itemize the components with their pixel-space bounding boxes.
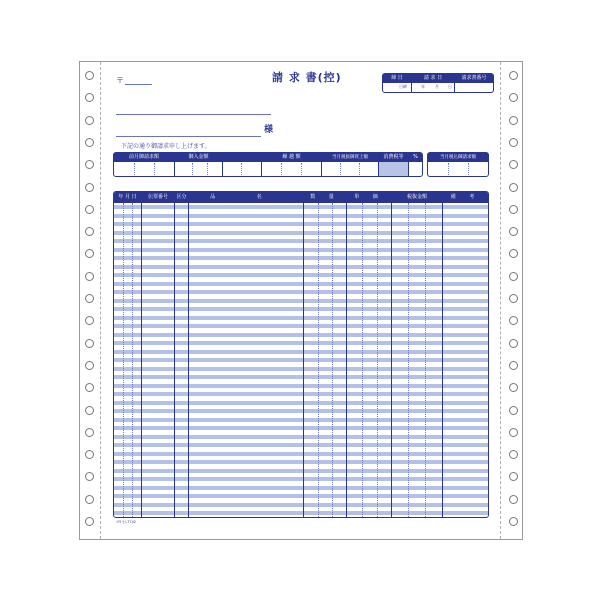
table-row: [114, 282, 488, 286]
feed-hole: [85, 428, 94, 437]
table-row: [114, 248, 488, 252]
table-row: [114, 205, 488, 209]
col-amount-excl-tax-header: 税抜金額: [406, 194, 427, 200]
feed-hole: [509, 227, 518, 236]
table-row: [114, 316, 488, 320]
year-unit: 年: [421, 84, 425, 89]
table-row: [114, 299, 488, 303]
feed-hole: [85, 227, 94, 236]
feed-hole: [509, 71, 518, 80]
total-billing-header: 当月税込御請求額: [428, 153, 488, 162]
feed-hole: [509, 517, 518, 526]
feed-hole: [85, 205, 94, 214]
postal-mark: 〒: [116, 76, 124, 85]
table-row: [114, 435, 488, 439]
invoice-date-header: 請 求 日: [412, 74, 454, 83]
table-row: [114, 265, 488, 269]
invoice-number-header: 請求書番号: [455, 74, 493, 83]
feed-hole: [85, 71, 94, 80]
table-row: [114, 290, 488, 294]
tax-shade: [379, 162, 408, 176]
feed-hole: [509, 138, 518, 147]
recipient-name-line: [116, 136, 261, 137]
table-row: [114, 443, 488, 447]
table-row: [114, 392, 488, 396]
feed-hole: [509, 472, 518, 481]
feed-hole: [85, 272, 94, 281]
feed-hole: [85, 249, 94, 258]
recipient-suffix: 様: [264, 125, 274, 135]
blank-header: [223, 153, 261, 162]
tax-rate-header: %: [409, 153, 422, 162]
col-quantity-header: 数 量: [310, 194, 340, 200]
feed-hole: [509, 272, 518, 281]
table-row: [114, 350, 488, 354]
table-row: [114, 273, 488, 277]
feed-hole: [85, 361, 94, 370]
table-row: [114, 222, 488, 226]
feed-hole: [85, 138, 94, 147]
feed-hole: [509, 450, 518, 459]
previous-amount-header: 前月御請求額: [114, 153, 174, 162]
line-items-table: [113, 191, 489, 518]
col-item-name-header: 品 名: [210, 194, 282, 200]
feed-hole: [509, 316, 518, 325]
table-row: [114, 460, 488, 464]
table-row: [114, 307, 488, 311]
table-row: [114, 426, 488, 430]
total-billing-box: [427, 152, 489, 177]
closing-day-header: 締 日: [383, 74, 411, 83]
invoice-sheet: [79, 61, 523, 540]
table-row: [114, 256, 488, 260]
table-row: [114, 324, 488, 328]
table-header: [114, 192, 488, 203]
right-feed-holes: [504, 62, 522, 539]
feed-hole: [85, 93, 94, 102]
col-date-header: 年 月 日: [118, 194, 137, 200]
right-perforation: [500, 62, 501, 539]
table-row: [114, 409, 488, 413]
feed-hole: [85, 339, 94, 348]
table-row: [114, 231, 488, 235]
feed-hole: [85, 316, 94, 325]
payment-received-header: 御入金額: [175, 153, 222, 162]
table-row: [114, 358, 488, 362]
table-row: [114, 375, 488, 379]
feed-hole: [509, 294, 518, 303]
table-row: [114, 367, 488, 371]
feed-hole: [509, 339, 518, 348]
table-row: [114, 503, 488, 507]
col-unit-price-header: 単 価: [354, 194, 384, 200]
feed-hole: [509, 183, 518, 192]
consumption-tax-header: 消費税等: [379, 153, 408, 162]
col-slip-number-header: 伝票番号: [147, 194, 168, 200]
feed-hole: [509, 116, 518, 125]
feed-hole: [509, 160, 518, 169]
month-unit: 月: [435, 84, 439, 89]
form-title: 請 求 書(控): [272, 71, 342, 84]
left-perforation: [100, 62, 101, 539]
feed-hole: [85, 160, 94, 169]
table-row: [114, 494, 488, 498]
table-row: [114, 401, 488, 405]
feed-hole: [509, 406, 518, 415]
col-category-header: 区分: [176, 194, 187, 200]
feed-hole: [85, 495, 94, 504]
table-row: [114, 333, 488, 337]
table-row: [114, 239, 488, 243]
feed-hole: [85, 183, 94, 192]
left-feed-holes: [80, 62, 98, 539]
feed-hole: [85, 450, 94, 459]
issue-info-box: [382, 73, 494, 93]
table-row: [114, 214, 488, 218]
table-row: [114, 452, 488, 456]
feed-hole: [509, 428, 518, 437]
table-row: [114, 486, 488, 490]
feed-hole: [85, 383, 94, 392]
address-line: [116, 114, 271, 115]
feed-hole: [85, 472, 94, 481]
table-row: [114, 477, 488, 481]
feed-hole: [85, 294, 94, 303]
day-unit: 日: [448, 84, 452, 89]
table-row: [114, 469, 488, 473]
feed-hole: [509, 361, 518, 370]
feed-hole: [85, 517, 94, 526]
table-row: [114, 511, 488, 515]
carried-forward-header: 繰 越 額: [262, 153, 321, 162]
postal-code-line: [125, 84, 152, 85]
purchase-excl-tax-header: 当月税抜御買上額: [322, 153, 378, 162]
feed-hole: [85, 406, 94, 415]
feed-hole: [509, 383, 518, 392]
feed-hole: [509, 249, 518, 258]
feed-hole: [509, 93, 518, 102]
table-row: [114, 418, 488, 422]
form-code: ｺｸﾖ ｾｲ-7742: [116, 520, 137, 524]
table-row: [114, 341, 488, 345]
feed-hole: [85, 116, 94, 125]
notice-text: 下記の通り御請求申し上げます。: [121, 143, 211, 150]
col-remarks-header: 備 考: [450, 194, 481, 200]
feed-hole: [509, 205, 518, 214]
table-row: [114, 384, 488, 388]
summary-box: [113, 152, 423, 177]
feed-hole: [509, 495, 518, 504]
closing-day-unit: 日締: [399, 84, 407, 89]
